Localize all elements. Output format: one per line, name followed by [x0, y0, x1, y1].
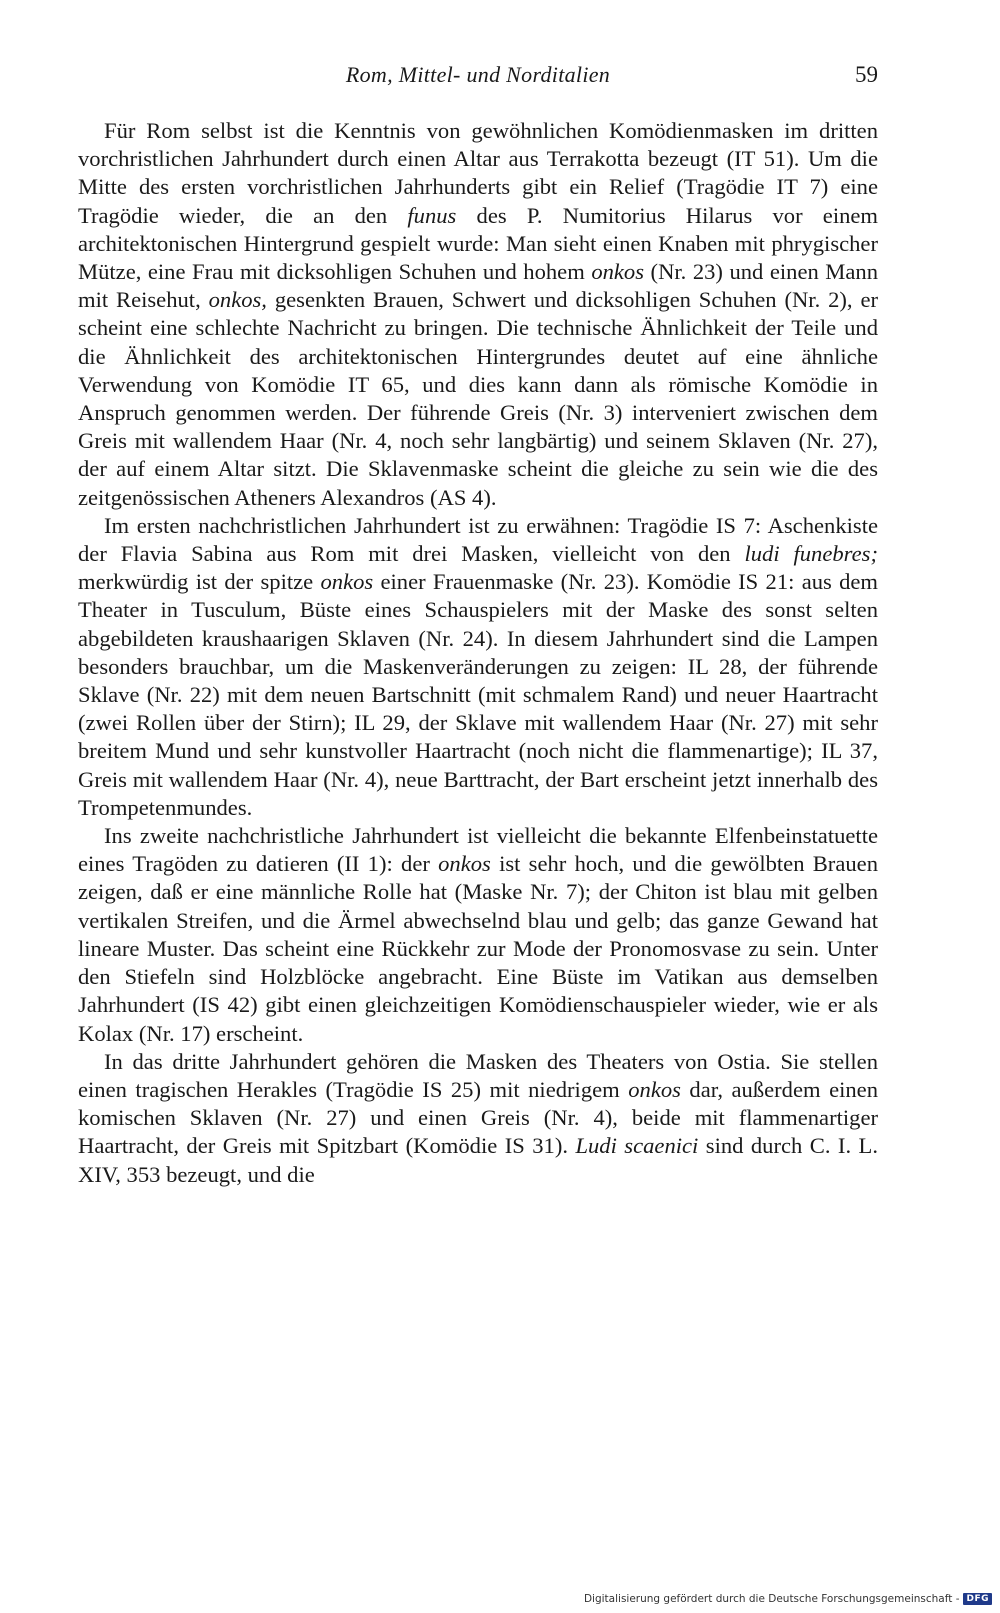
italic-term: onkos	[320, 569, 374, 595]
text-run: dar, außerdem einen komischen Sklaven (Nr. 27) und einen Greis (Nr. 4), beide mit flammenartiger Haartracht, der Greis mit Spitzbart (Komödie IS 31).	[78, 1076, 879, 1159]
text-run: Ins zweite nachchristliche Jahrhundert ist vielleicht die bekannte Elfenbeinstatuette eines Tragöden zu datieren (II 1): der	[78, 823, 878, 877]
digitization-credit	[584, 1593, 992, 1605]
italic-term: ludi funebres;	[744, 541, 878, 567]
text-run: In das dritte Jahrhundert gehören die Masken des Theaters von Ostia. Sie stellen einen tragischen Herakles (Tragödie IS 25) mit niedrigem	[78, 1048, 878, 1102]
text-run: sind durch C. I. L. XIV, 353 bezeugt, und die	[78, 1133, 878, 1187]
italic-term: onkos	[591, 259, 645, 285]
dfg-logo: DFG	[963, 1593, 992, 1605]
credit-text: Digitalisierung gefördert durch die Deutsche Forschungsgemeinschaft -	[583, 1593, 960, 1605]
text-run: (Nr. 23) und einen Mann mit Reisehut,	[78, 259, 879, 313]
text-run: des P. Numitorius Hilarus vor einem architektonischen Hintergrund gespielt wurde: Man sieht einen Knaben mit phrygischer Mütze, eine Frau mit dicksohligen Schuhen und hohem	[78, 202, 878, 285]
italic-term: onkos	[628, 1076, 681, 1102]
paragraph	[78, 1048, 878, 1189]
italic-term: onkos,	[208, 287, 267, 313]
italic-term: onkos	[438, 851, 491, 877]
running-head: Rom, Mittel- und Norditalien	[345, 62, 611, 87]
text-run: ist sehr hoch, und die gewölbten Brauen zeigen, daß er eine männliche Rolle hat (Maske Nr. 7); der Chiton ist blau mit gelben vertikalen Streifen, und die Ärmel abwechselnd blau und gelb; das ganze Gewand hat lineare Muster. Das scheint eine Rückkehr zur Mode der Pronomosvase zu sein. Unter den Stiefeln sind Holzblöcke angebracht. Eine Büste im Vatikan aus demselben Jahrhundert (IS 42) gibt einen gleichzeitigen Komödienschauspieler wieder, wie er als Kolax (Nr. 17) erscheint.	[78, 851, 878, 1046]
paragraph	[78, 117, 878, 512]
italic-term: Ludi scaenici	[575, 1133, 699, 1159]
text-run: Für Rom selbst ist die Kenntnis von gewöhnlichen Komödienmasken im dritten vorchristlichen Jahrhundert durch einen Altar aus Terrakotta bezeugt (IT 51). Um die Mitte des ersten vorchristlichen Jahrhunderts gibt ein Relief (Tragödie IT 7) eine Tragödie wieder, die an den	[78, 118, 878, 228]
text-run: Im ersten nachchristlichen Jahrhundert ist zu erwähnen: Tragödie IS 7: Aschenkiste der Flavia Sabina aus Rom mit drei Masken, vielleicht von den	[78, 512, 878, 567]
text-run: einer Frauenmaske (Nr. 23). Komödie IS 21: aus dem Theater in Tusculum, Büste eines Schauspielers mit der Maske des sonst selten abgebildeten kraushaarigen Sklaven (Nr. 24). In diesem Jahrhundert sind die Lampen besonders brauchbar, um die Maskenveränderungen zu zeigen: IL 28, der führende Sklave (Nr. 22) mit dem neuen Bartschnitt (mit schmalem Rand) und neuer Haartracht (zwei Rollen über der Stirn); IL 29, der Sklave mit wallendem Haar (Nr. 27) mit sehr breitem Mund und sehr kunstvoller Haartracht (noch nicht die flammenartige); IL 37, Greis mit wallendem Haar (Nr. 4), neue Barttracht, der Bart erscheint jetzt innerhalb des Trompetenmundes.	[78, 569, 879, 820]
text-run: merkwürdig ist der spitze	[78, 569, 321, 595]
body-text	[78, 117, 878, 1189]
text-run: gesenkten Brauen, Schwert und dicksohligen Schuhen (Nr. 2), er scheint eine schlechte Nachricht zu bringen. Die technische Ähnlichkeit der Teile und die Ähnlichkeit des architektonischen Hintergrundes deutet auf eine ähnliche Verwendung von Komödie IT 65, und dies kann dann als römische Komödie in Anspruch genommen werden. Der führende Greis (Nr. 3) interveniert zwischen dem Greis mit wallendem Haar (Nr. 4, noch sehr langbärtig) und seinem Sklaven (Nr. 27), der auf einem Altar sitzt. Die Sklavenmaske scheint die gleiche zu sein wie die des zeitgenössischen Atheners Alexandros (AS 4).	[78, 287, 878, 510]
italic-term: funus	[407, 202, 457, 228]
paragraph	[78, 512, 878, 822]
page-number: 59	[855, 62, 878, 87]
page-header	[78, 62, 878, 98]
paragraph	[78, 822, 878, 1048]
